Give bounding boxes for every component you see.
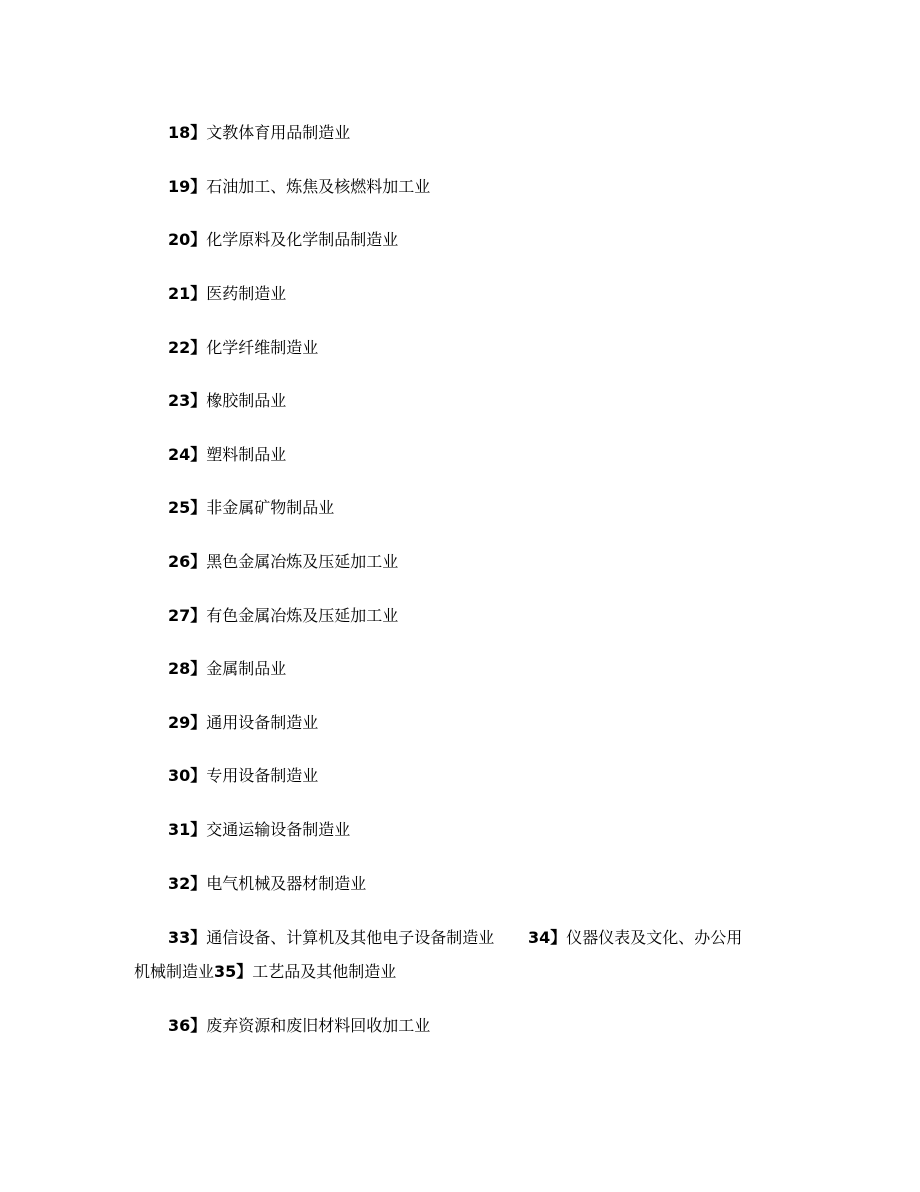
- list-item-21: [168, 284, 286, 304]
- item-text: 医药制造业: [206, 284, 287, 303]
- item-text: 化学纤维制造业: [206, 338, 319, 357]
- list-item-33: [168, 928, 494, 948]
- item-text: 通信设备、计算机及其他电子设备制造业: [206, 928, 495, 947]
- item-number: 28】: [168, 659, 207, 678]
- item-number: 21】: [168, 284, 207, 303]
- item-text: 非金属矿物制品业: [206, 498, 335, 517]
- item-number: 26】: [168, 552, 207, 571]
- item-number: 19】: [168, 177, 207, 196]
- list-item-34: [528, 928, 742, 948]
- item-number: 22】: [168, 338, 207, 357]
- list-item-23: [168, 391, 286, 411]
- item-text: 工艺品及其他制造业: [252, 962, 397, 981]
- item-number: 20】: [168, 230, 207, 249]
- item-text: 化学原料及化学制品制造业: [206, 230, 399, 249]
- item-number: 24】: [168, 445, 207, 464]
- list-item-36: [168, 1016, 430, 1036]
- item-text: 通用设备制造业: [206, 713, 319, 732]
- item-number: 30】: [168, 766, 207, 785]
- list-item-22: [168, 338, 318, 358]
- item-text: 机械制造业: [134, 962, 215, 981]
- list-item-25: [168, 498, 334, 518]
- list-item-19: [168, 177, 430, 197]
- item-text: 专用设备制造业: [206, 766, 319, 785]
- list-item-18: [168, 123, 350, 143]
- item-number: 27】: [168, 606, 207, 625]
- item-text: 电气机械及器材制造业: [206, 874, 367, 893]
- item-number: 36】: [168, 1016, 207, 1035]
- item-number: 25】: [168, 498, 207, 517]
- list-item-24: [168, 445, 286, 465]
- item-number: 35】: [214, 962, 253, 981]
- item-number: 29】: [168, 713, 207, 732]
- item-number: 23】: [168, 391, 207, 410]
- list-item-26: [168, 552, 398, 572]
- list-item-27: [168, 606, 398, 626]
- item-text: 石油加工、炼焦及核燃料加工业: [206, 177, 431, 196]
- item-text: 文教体育用品制造业: [206, 123, 351, 142]
- list-item-30: [168, 766, 318, 786]
- item-text: 废弃资源和废旧材料回收加工业: [206, 1016, 431, 1035]
- item-number: 31】: [168, 820, 207, 839]
- item-text: 仪器仪表及文化、办公用: [566, 928, 743, 947]
- list-item-34-continued: [134, 962, 396, 982]
- item-number: 33】: [168, 928, 207, 947]
- item-text: 有色金属冶炼及压延加工业: [206, 606, 399, 625]
- item-text: 黑色金属冶炼及压延加工业: [206, 552, 399, 571]
- item-text: 交通运输设备制造业: [206, 820, 351, 839]
- list-item-28: [168, 659, 286, 679]
- item-text: 金属制品业: [206, 659, 287, 678]
- item-text: 橡胶制品业: [206, 391, 287, 410]
- item-number: 18】: [168, 123, 207, 142]
- item-number: 34】: [528, 928, 567, 947]
- list-item-31: [168, 820, 350, 840]
- item-text: 塑料制品业: [206, 445, 287, 464]
- list-item-29: [168, 713, 318, 733]
- item-number: 32】: [168, 874, 207, 893]
- list-item-32: [168, 874, 366, 894]
- list-item-20: [168, 230, 398, 250]
